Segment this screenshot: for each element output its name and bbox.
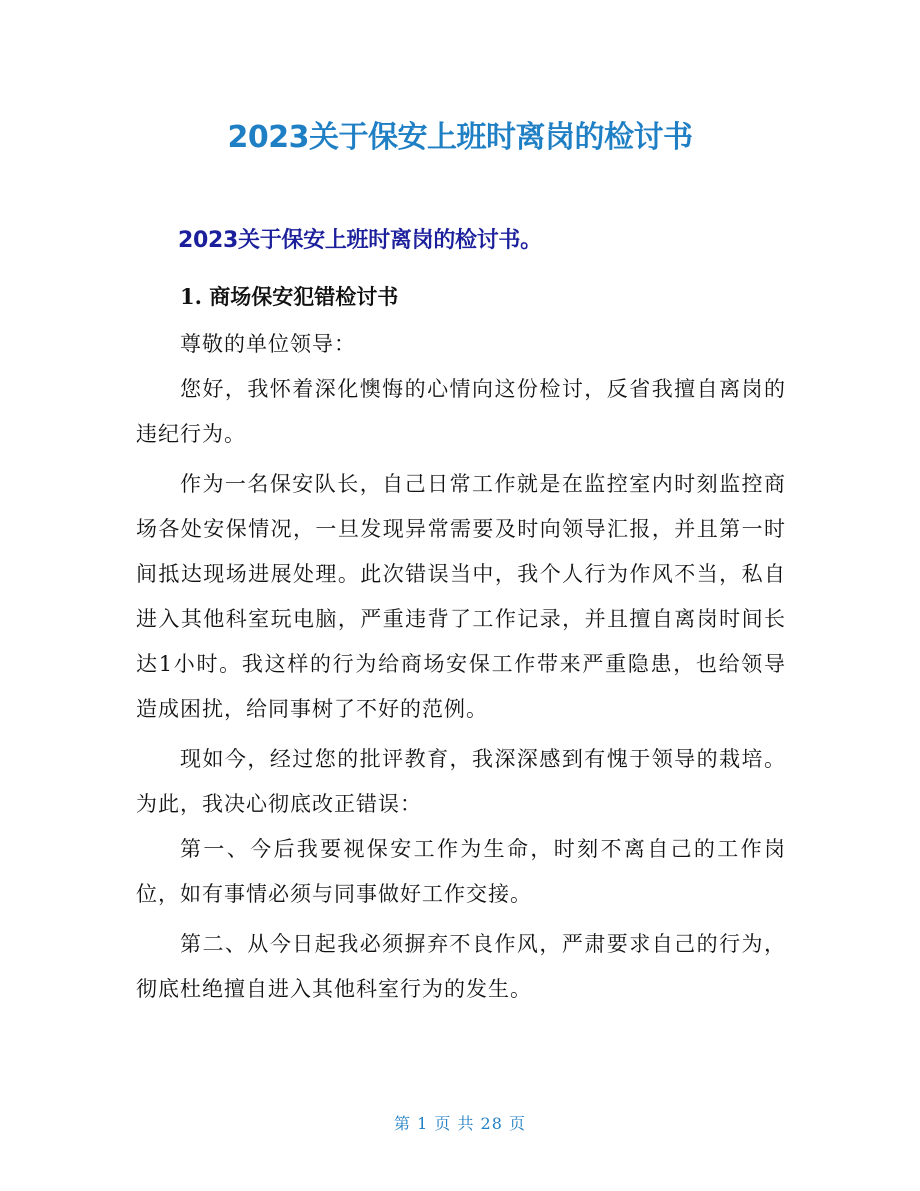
document-title: 2023关于保安上班时离岗的检讨书 [227,120,693,155]
paragraph-salutation: 尊敬的单位领导： [180,332,356,356]
page-footer: 第 1 页 共 28 页 [394,1114,526,1133]
document-subtitle: 2023关于保安上班时离岗的检讨书。 [178,228,542,253]
paragraph-opening: 您好，我怀着深化懊悔的心情向这份检讨，反省我擅自离岗的违纪行为。 [136,377,786,446]
paragraph-reflection: 现如今，经过您的批评教育，我深深感到有愧于领导的栽培。为此，我决心彻底改正错误： [136,747,786,816]
document-body [136,322,786,1012]
paragraph-pledge-one: 第一、今后我要视保安工作为生命，时刻不离自己的工作岗位，如有事情必须与同事做好工作交接。 [136,837,786,906]
paragraph-pledge-two: 第二、从今日起我必须摒弃不良作风，严肃要求自己的行为，彻底杜绝擅自进入其他科室行为的发生。 [136,932,786,1001]
section-heading: 1. 商场保安犯错检讨书 [180,284,399,309]
paragraph-description: 作为一名保安队长，自己日常工作就是在监控室内时刻监控商场各处安保情况，一旦发现异常需要及时向领导汇报，并且第一时间抵达现场进展处理。此次错误当中，我个人行为作风不当，私自进入其他科室玩电脑，严重违背了工作记录，并且擅自离岗时间长达1小时。我这样的行为给商场安保工作带来严重隐患，也给领导造成困扰，给同事树了不好的范例。 [136,472,786,721]
